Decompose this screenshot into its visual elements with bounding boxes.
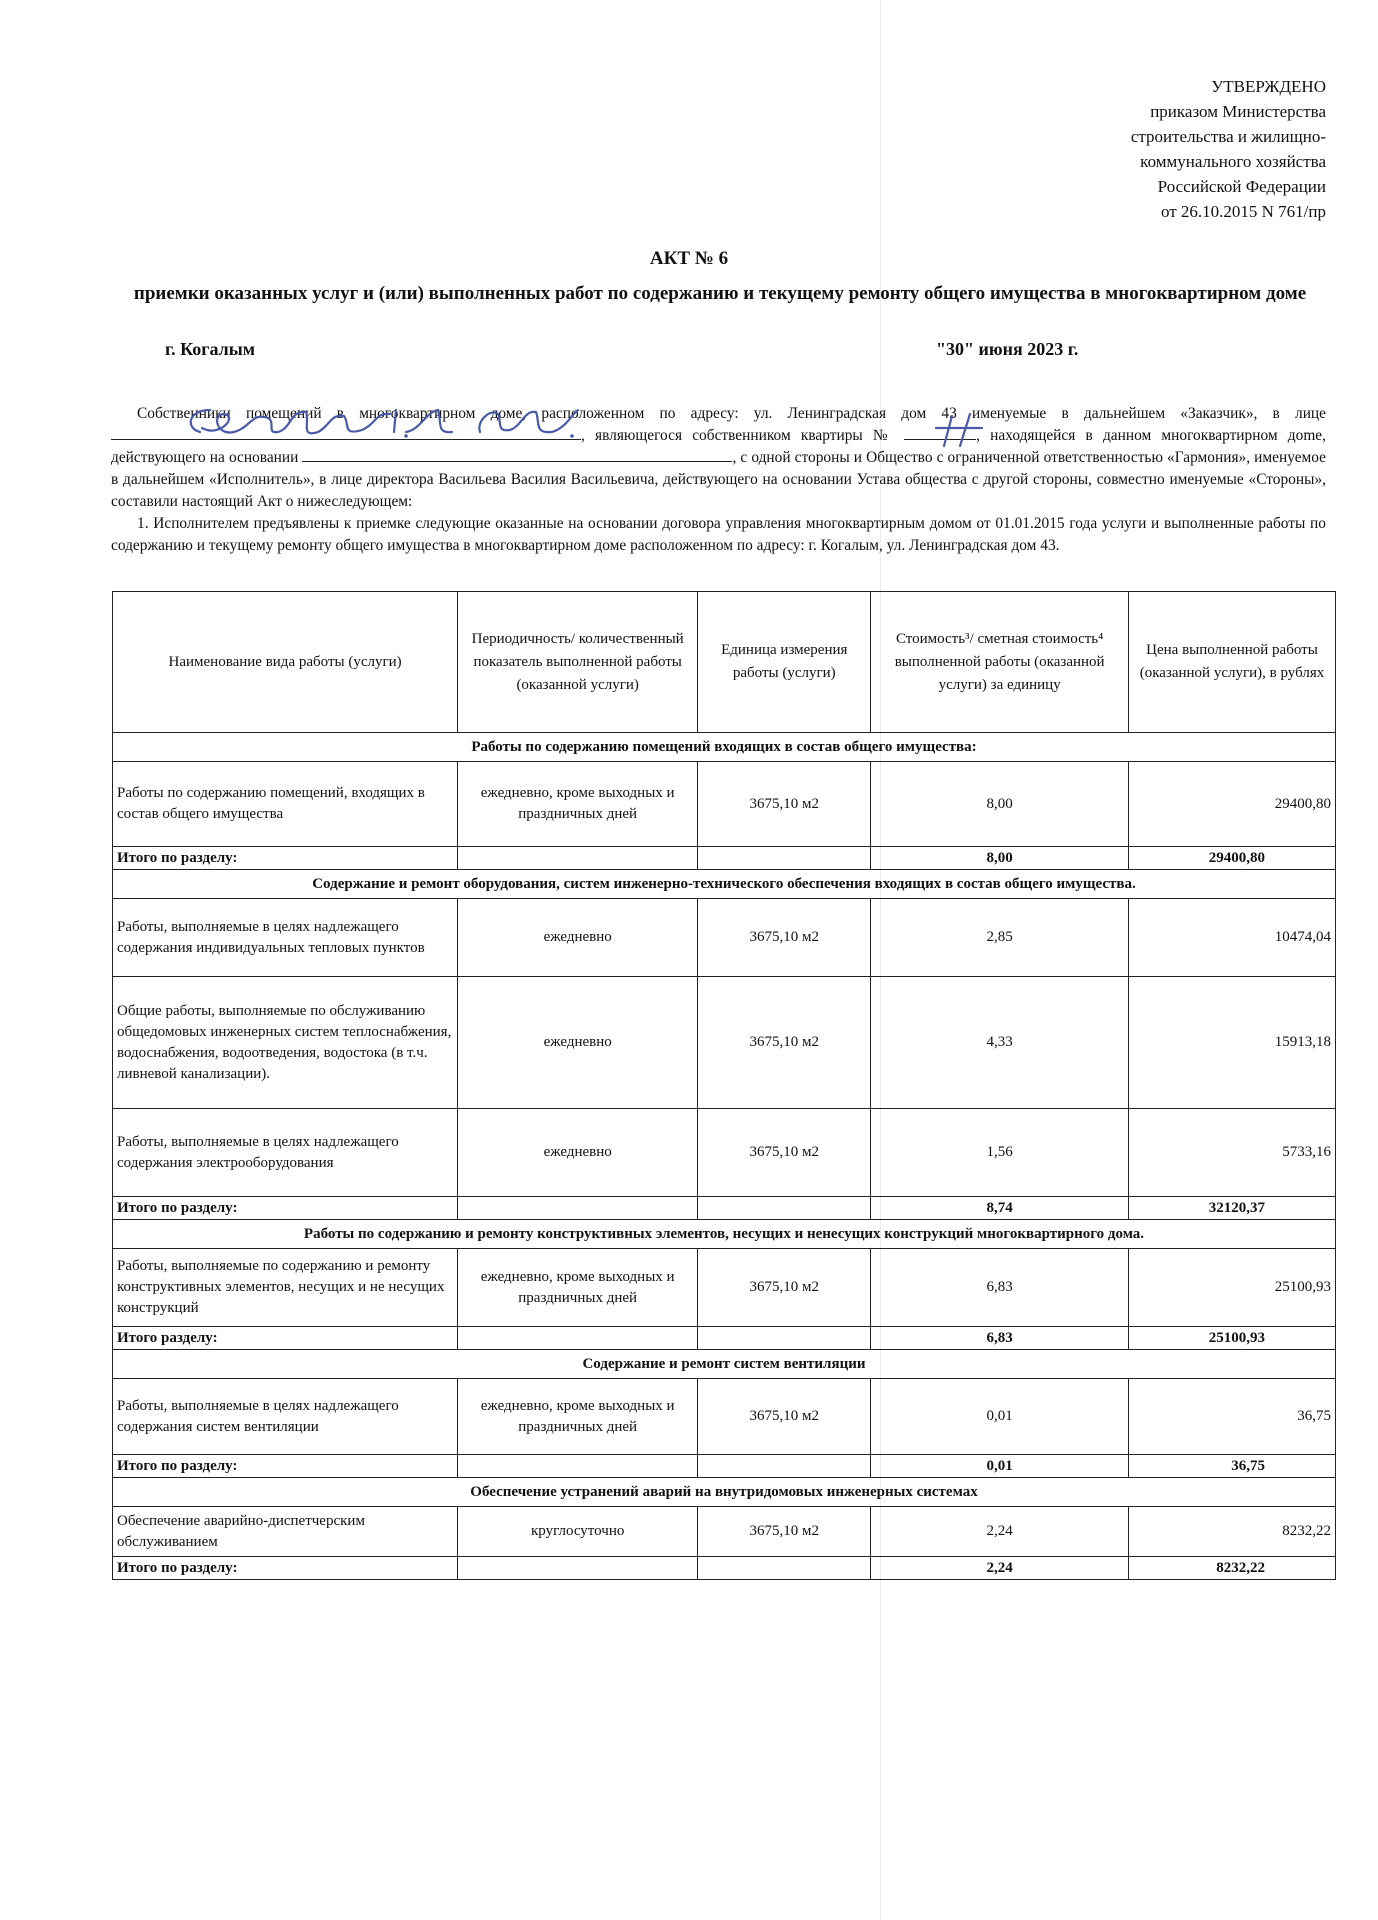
cell-price: 10474,04 <box>1128 899 1335 977</box>
table-row <box>113 1379 1336 1455</box>
approval-line: УТВЕРЖДЕНО <box>1211 77 1326 96</box>
total-price: 36,75 <box>1128 1455 1335 1478</box>
cell-unit: 3675,10 м2 <box>698 762 871 847</box>
table-row <box>113 1249 1336 1327</box>
approval-line: Российской Федерации <box>1157 177 1326 196</box>
header-cost: Стоимость³/ сметная стоимость⁴ выполненной работы (оказанной услуги) за единицу <box>871 592 1129 733</box>
total-price: 29400,80 <box>1128 847 1335 870</box>
cell-unit: 3675,10 м2 <box>698 1109 871 1197</box>
empty-cell <box>458 1197 698 1220</box>
table-row <box>113 977 1336 1109</box>
document-title: АКТ № 6 <box>649 248 729 269</box>
section-title: Работы по содержанию помещений входящих в состав общего имущества: <box>113 733 1336 762</box>
empty-cell <box>698 1455 871 1478</box>
table-row <box>113 1109 1336 1197</box>
approval-line: от 26.10.2015 N 761/пр <box>1160 202 1326 221</box>
table-header-row <box>113 592 1336 733</box>
table-row <box>113 899 1336 977</box>
cell-price: 15913,18 <box>1128 977 1335 1109</box>
section-row <box>113 733 1336 762</box>
cell-price: 25100,93 <box>1128 1249 1335 1327</box>
total-row <box>113 847 1336 870</box>
header-price: Цена выполненной работы (оказанной услуги), в рублях <box>1128 592 1335 733</box>
cell-cost: 1,56 <box>871 1109 1129 1197</box>
section-title: Работы по содержанию и ремонту конструктивных элементов, несущих и ненесущих конструкций многоквартирного дома. <box>113 1220 1336 1249</box>
cell-cost: 4,33 <box>871 977 1129 1109</box>
cell-period: ежедневно <box>458 899 698 977</box>
total-label: Итого по разделу: <box>113 847 458 870</box>
cell-name: Общие работы, выполняемые по обслуживанию общедомовых инженерных систем теплоснабжения, водоснабжения, водоотведения, водостока (в т.ч. ливневой канализации). <box>113 977 458 1109</box>
total-label: Итого по разделу: <box>113 1455 458 1478</box>
cell-cost: 8,00 <box>871 762 1129 847</box>
cell-price: 8232,22 <box>1128 1507 1335 1557</box>
empty-cell <box>458 1327 698 1350</box>
intro-text-part: , находящейся в данном многоквартирном дome, действующего на основании <box>111 427 1326 466</box>
cell-name: Работы, выполняемые в целях надлежащего содержания индивидуальных тепловых пунктов <box>113 899 458 977</box>
approval-block <box>1066 74 1326 224</box>
approval-line: приказом Министерства <box>1150 102 1326 121</box>
empty-cell <box>698 1557 871 1580</box>
cell-unit: 3675,10 м2 <box>698 1507 871 1557</box>
cell-unit: 3675,10 м2 <box>698 977 871 1109</box>
cell-unit: 3675,10 м2 <box>698 899 871 977</box>
handwritten-owner-name <box>180 398 600 446</box>
city: г. Когалым <box>165 339 256 359</box>
cell-unit: 3675,10 м2 <box>698 1379 871 1455</box>
cell-cost: 2,85 <box>871 899 1129 977</box>
total-label: Итого по разделу: <box>113 1197 458 1220</box>
section-row <box>113 870 1336 899</box>
intro-text-part: Собственники помещений в многоквартирном доме, расположенном по адресу: ул. Ленинградская дом 43 именуемые в дальнейшем «Заказчик», в лице <box>137 405 1326 422</box>
cell-unit: 3675,10 м2 <box>698 1249 871 1327</box>
basis-blank <box>302 447 732 462</box>
header-unit: Единица измерения работы (услуги) <box>698 592 871 733</box>
approval-line: строительства и жилищно- <box>1130 127 1326 146</box>
section-row <box>113 1350 1336 1379</box>
total-row <box>113 1557 1336 1580</box>
cell-price: 36,75 <box>1128 1379 1335 1455</box>
total-cost: 2,24 <box>871 1557 1129 1580</box>
total-label: Итого по разделу: <box>113 1557 458 1580</box>
total-price: 32120,37 <box>1128 1197 1335 1220</box>
section-title: Содержание и ремонт оборудования, систем инженерно-технического обеспечения входящих в состав общего имущества. <box>113 870 1336 899</box>
intro-text-part: , являющегося собственником квартиры № <box>581 427 894 444</box>
cell-cost: 2,24 <box>871 1507 1129 1557</box>
section-title: Обеспечение устранений аварий на внутридомовых инженерных системах <box>113 1478 1336 1507</box>
cell-price: 5733,16 <box>1128 1109 1335 1197</box>
intro-paragraph-2: 1. Исполнителем предъявлены к приемке следующие оказанные на основании договора управления многоквартирным домом от 01.01.2015 года услуги и выполненные работы по содержанию и текущему ремонту общего имущества в многоквартирном доме расположенном по адресу: г. Когалым, ул. Ленинградская дом 43. <box>111 515 1326 554</box>
total-label: Итого разделу: <box>113 1327 458 1350</box>
intro-text-part: , с одной стороны и Общество с ограниченной ответственностью «Гармония», именуемое в дальнейшем «Исполнитель», в лице директора Васильева Василия Васильевича, действующего на основании Устава общества с другой стороны, совместно именуемые «Стороны», составили настоящий Акт о нижеследующем: <box>111 449 1326 510</box>
cell-period: ежедневно <box>458 977 698 1109</box>
header-period: Периодичность/ количественный показатель выполненной работы (оказанной услуги) <box>458 592 698 733</box>
section-title: Содержание и ремонт систем вентиляции <box>113 1350 1336 1379</box>
cell-name: Работы, выполняемые по содержанию и ремонту конструктивных элементов, несущих и не несущих конструкций <box>113 1249 458 1327</box>
empty-cell <box>698 847 871 870</box>
works-table <box>112 591 1336 1580</box>
cell-cost: 0,01 <box>871 1379 1129 1455</box>
section-row <box>113 1220 1336 1249</box>
total-cost: 0,01 <box>871 1455 1129 1478</box>
empty-cell <box>458 1557 698 1580</box>
empty-cell <box>458 1455 698 1478</box>
cell-cost: 6,83 <box>871 1249 1129 1327</box>
cell-name: Работы, выполняемые в целях надлежащего содержания систем вентиляции <box>113 1379 458 1455</box>
document-subtitle: приемки оказанных услуг и (или) выполненных работ по содержанию и текущему ремонту общего имущества в многоквартирном доме <box>133 283 1307 304</box>
cell-period: ежедневно, кроме выходных и праздничных дней <box>458 1379 698 1455</box>
total-row <box>113 1197 1336 1220</box>
header-name: Наименование вида работы (услуги) <box>113 592 458 733</box>
total-price: 25100,93 <box>1128 1327 1335 1350</box>
cell-name: Обеспечение аварийно-диспетчерским обслуживанием <box>113 1507 458 1557</box>
table-row <box>113 1507 1336 1557</box>
empty-cell <box>698 1327 871 1350</box>
cell-period: ежедневно, кроме выходных и праздничных дней <box>458 762 698 847</box>
total-cost: 8,74 <box>871 1197 1129 1220</box>
empty-cell <box>458 847 698 870</box>
empty-cell <box>698 1197 871 1220</box>
section-row <box>113 1478 1336 1507</box>
total-row <box>113 1327 1336 1350</box>
total-cost: 6,83 <box>871 1327 1129 1350</box>
approval-line: коммунального хозяйства <box>1140 152 1326 171</box>
cell-name: Работы, выполняемые в целях надлежащего содержания электрооборудования <box>113 1109 458 1197</box>
cell-period: ежедневно <box>458 1109 698 1197</box>
cell-period: круглосуточно <box>458 1507 698 1557</box>
handwritten-apartment-number <box>922 410 998 450</box>
total-price: 8232,22 <box>1128 1557 1335 1580</box>
total-row <box>113 1455 1336 1478</box>
act-date: "30" июня 2023 г. <box>936 339 1079 359</box>
cell-name: Работы по содержанию помещений, входящих в состав общего имущества <box>113 762 458 847</box>
table-row <box>113 762 1336 847</box>
cell-period: ежедневно, кроме выходных и праздничных дней <box>458 1249 698 1327</box>
cell-price: 29400,80 <box>1128 762 1335 847</box>
total-cost: 8,00 <box>871 847 1129 870</box>
